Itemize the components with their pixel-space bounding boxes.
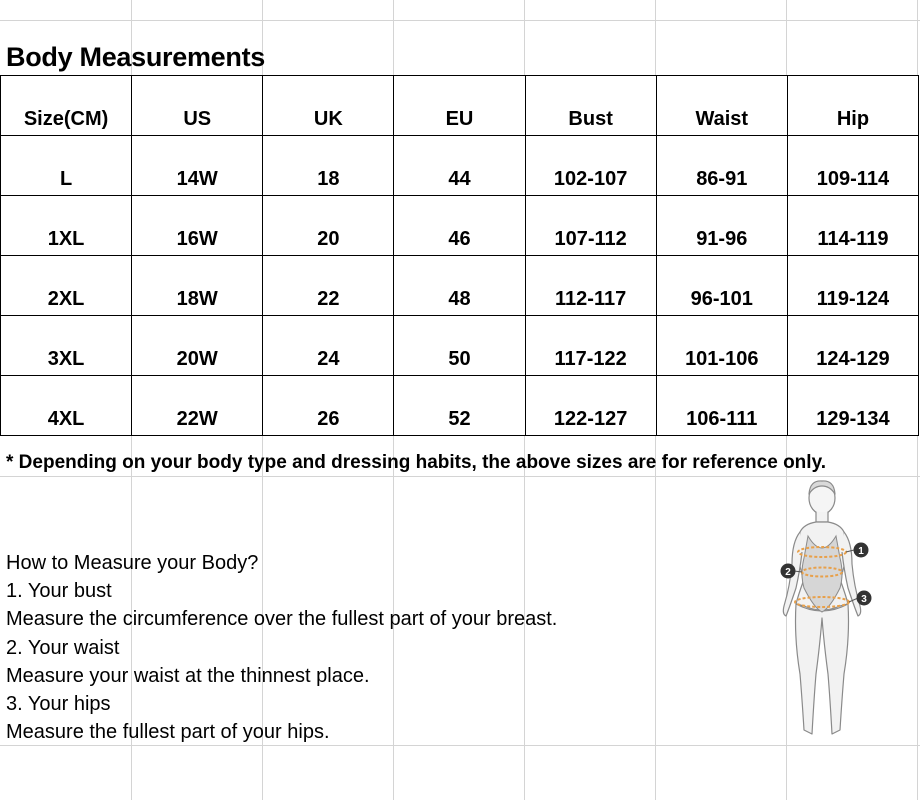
marker-3 — [857, 591, 872, 606]
gridline — [0, 476, 920, 477]
table-cell: 20W — [132, 316, 263, 376]
table-row — [1, 136, 919, 196]
svg-text:1: 1 — [858, 546, 864, 557]
table-cell: 26 — [263, 376, 394, 436]
waist-title: 2. Your waist — [6, 636, 120, 659]
table-cell: 129-134 — [787, 376, 918, 436]
table-cell: 109-114 — [787, 136, 918, 196]
size-table — [0, 75, 919, 436]
table-cell: 1XL — [1, 196, 132, 256]
table-cell: 119-124 — [787, 256, 918, 316]
table-cell: 91-96 — [656, 196, 787, 256]
table-cell: 52 — [394, 376, 525, 436]
svg-text:3: 3 — [861, 594, 867, 605]
table-cell: 20 — [263, 196, 394, 256]
measure-instructions — [6, 549, 557, 746]
bust-title: 1. Your bust — [6, 580, 112, 603]
table-cell: 86-91 — [656, 136, 787, 196]
marker-1 — [854, 543, 869, 558]
table-cell: 24 — [263, 316, 394, 376]
table-cell: L — [1, 136, 132, 196]
table-cell: 46 — [394, 196, 525, 256]
table-cell: 14W — [132, 136, 263, 196]
table-cell: 117-122 — [525, 316, 656, 376]
table-cell: 2XL — [1, 256, 132, 316]
marker-2 — [781, 564, 796, 579]
table-cell: 107-112 — [525, 196, 656, 256]
waist-text: Measure your waist at the thinnest place. — [6, 664, 370, 687]
page-title: Body Measurements — [6, 42, 265, 72]
table-cell: 3XL — [1, 316, 132, 376]
table-cell: 96-101 — [656, 256, 787, 316]
column-header: US — [132, 76, 263, 136]
table-row — [1, 376, 919, 436]
table-cell: 50 — [394, 316, 525, 376]
table-cell: 114-119 — [787, 196, 918, 256]
table-cell: 101-106 — [656, 316, 787, 376]
column-header: EU — [394, 76, 525, 136]
table-cell: 102-107 — [525, 136, 656, 196]
table-cell: 16W — [132, 196, 263, 256]
table-cell: 44 — [394, 136, 525, 196]
table-row — [1, 316, 919, 376]
table-cell: 112-117 — [525, 256, 656, 316]
body-figure-illustration — [770, 478, 880, 748]
table-cell: 22W — [132, 376, 263, 436]
bust-text: Measure the circumference over the fullest part of your breast. — [6, 608, 558, 631]
reference-note: * Depending on your body type and dressing habits, the above sizes are for reference only. — [6, 452, 827, 473]
table-row — [1, 256, 919, 316]
hips-text: Measure the fullest part of your hips. — [6, 721, 330, 744]
instructions-heading: How to Measure your Body? — [6, 552, 259, 574]
table-cell: 22 — [263, 256, 394, 316]
column-header: Size(CM) — [1, 76, 132, 136]
table-cell: 122-127 — [525, 376, 656, 436]
table-cell: 48 — [394, 256, 525, 316]
table-row — [1, 196, 919, 256]
column-header: UK — [263, 76, 394, 136]
table-cell: 106-111 — [656, 376, 787, 436]
table-cell: 18 — [263, 136, 394, 196]
table-header-row — [1, 76, 919, 136]
column-header: Waist — [656, 76, 787, 136]
column-header: Bust — [525, 76, 656, 136]
hips-title: 3. Your hips — [6, 693, 111, 716]
table-cell: 124-129 — [787, 316, 918, 376]
table-cell: 4XL — [1, 376, 132, 436]
column-header: Hip — [787, 76, 918, 136]
gridline — [0, 20, 920, 21]
svg-text:2: 2 — [785, 567, 791, 578]
table-cell: 18W — [132, 256, 263, 316]
